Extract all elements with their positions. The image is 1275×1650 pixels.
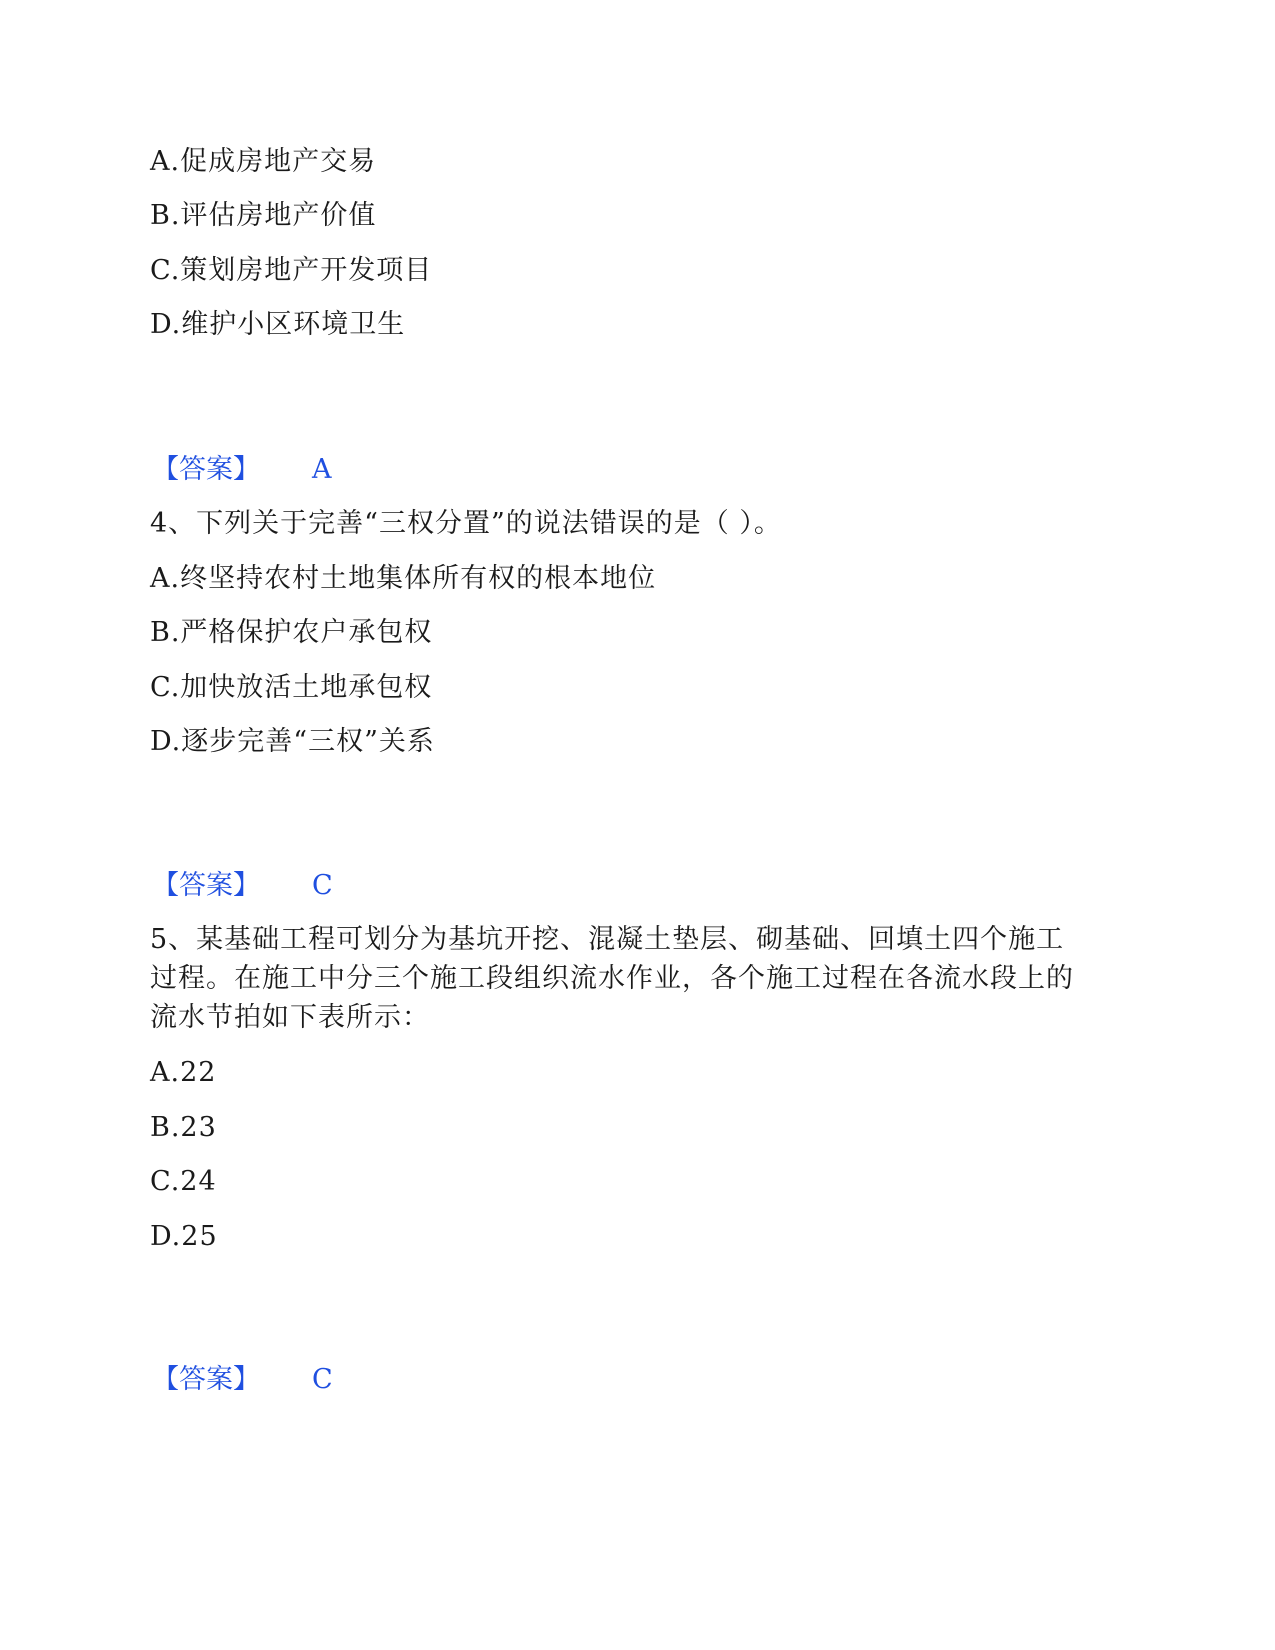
q4-option-d: D.逐步完善“三权”关系 <box>150 726 435 757</box>
q4-option-a: A.终坚持农村土地集体所有权的根本地位 <box>150 563 657 594</box>
q4-option-c: C.加快放活土地承包权 <box>150 672 433 703</box>
q5-option-a: A.22 <box>150 1057 217 1088</box>
answer-label: 【答案】 <box>152 870 260 901</box>
answer-value: A <box>312 454 332 485</box>
answer-value: C <box>312 870 333 901</box>
answer-label: 【答案】 <box>152 454 260 485</box>
q3-answer <box>152 450 332 490</box>
q5-option-b: B.23 <box>150 1112 217 1143</box>
answer-value: C <box>312 1364 333 1395</box>
q5-stem-line-2: 过程。在施工中分三个施工段组织流水作业，各个施工过程在各流水段上的 <box>150 963 1074 994</box>
q3-option-c: C.策划房地产开发项目 <box>150 255 433 286</box>
q5-answer <box>152 1360 333 1400</box>
q3-option-b: B.评估房地产价值 <box>150 200 377 231</box>
q5-stem-line-3: 流水节拍如下表所示： <box>150 1002 430 1033</box>
q3-option-d: D.维护小区环境卫生 <box>150 309 406 340</box>
q5-option-c: C.24 <box>150 1166 217 1197</box>
q4-option-b: B.严格保护农户承包权 <box>150 617 433 648</box>
q4-stem: 4、下列关于完善“三权分置”的说法错误的是（ ）。 <box>150 508 782 539</box>
q3-option-a: A.促成房地产交易 <box>150 146 377 177</box>
q5-option-d: D.25 <box>150 1221 218 1252</box>
q4-answer <box>152 866 333 906</box>
q5-stem-line-1: 5、某基础工程可划分为基坑开挖、混凝土垫层、砌基础、回填土四个施工 <box>150 924 1065 955</box>
answer-label: 【答案】 <box>152 1364 260 1395</box>
